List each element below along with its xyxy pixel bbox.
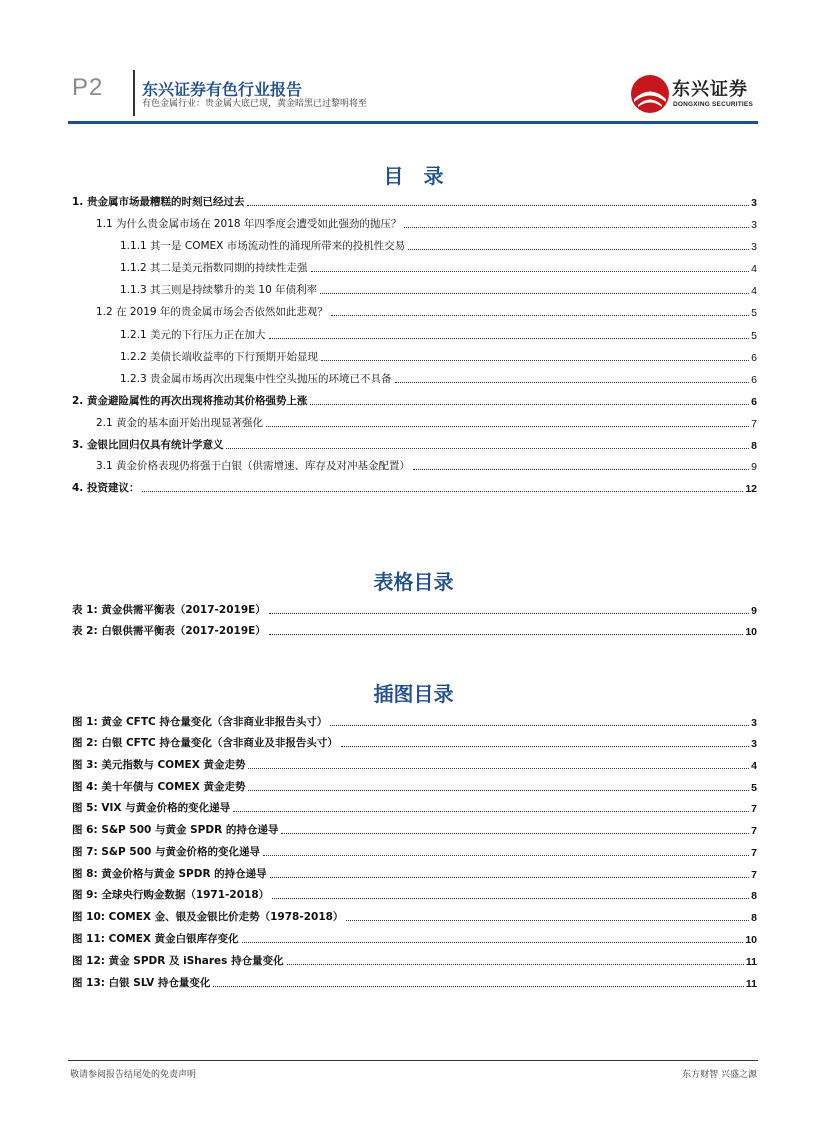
- figure-list-item[interactable]: 图 9: 全球央行购金数据（1971-2018） 8: [72, 889, 757, 902]
- logo-text-cn: 东兴证券: [672, 79, 748, 100]
- tables-title: 表格目录: [373, 570, 454, 594]
- figure-list-item[interactable]: 图 6: S&P 500 与黄金 SPDR 的持仓递导 7: [72, 824, 757, 837]
- logo-text-en: DONGXING SECURITIES: [673, 101, 754, 108]
- table-list-item[interactable]: 表 1: 黄金供需平衡表（2017-2019E） 9: [72, 604, 757, 617]
- figure-list-item[interactable]: 图 3: 美元指数与 COMEX 黄金走势 4: [72, 759, 757, 772]
- toc-item[interactable]: 2. 黄金避险属性的再次出现将推动其价格强势上涨 6: [72, 395, 757, 408]
- toc-item[interactable]: 2.1 黄金的基本面开始出现显著强化 7: [96, 417, 757, 430]
- page-number: P2: [72, 74, 104, 101]
- toc-title: 目 录: [383, 164, 444, 188]
- figure-list-item[interactable]: 图 7: S&P 500 与黄金价格的变化递导 7: [72, 846, 757, 859]
- toc-item[interactable]: 3.1 黄金价格表现仍将强于白银（供需增速、库存及对冲基金配置） 9: [96, 460, 757, 473]
- figures-title: 插图目录: [373, 682, 454, 706]
- report-title: 东兴证券有色行业报告: [142, 80, 303, 99]
- toc-item[interactable]: 1.1.3 其三则是持续攀升的美 10 年债利率 4: [120, 284, 757, 297]
- header-divider: [133, 70, 135, 116]
- logo-mark-icon: [630, 74, 670, 114]
- report-header: [0, 0, 827, 130]
- toc-item[interactable]: 4. 投资建议： 12: [72, 482, 757, 495]
- company-logo: [630, 72, 760, 116]
- header-rule: [68, 121, 758, 124]
- figure-list-item[interactable]: 图 11: COMEX 黄金白银库存变化 10: [72, 933, 757, 946]
- toc-item[interactable]: 1.2.2 美债长端收益率的下行预期开始显现 6: [120, 351, 757, 364]
- toc-item[interactable]: 1. 贵金属市场最糟糕的时刻已经过去 3: [72, 196, 757, 209]
- footer-rule: [68, 1060, 758, 1061]
- figure-list-item[interactable]: 图 1: 黄金 CFTC 持仓量变化（含非商业非报告头寸） 3: [72, 716, 757, 729]
- toc-item[interactable]: 1.1 为什么贵金属市场在 2018 年四季度会遭受如此强劲的抛压？ 3: [96, 218, 757, 231]
- figure-list-item[interactable]: 图 2: 白银 CFTC 持仓量变化（含非商业及非报告头寸） 3: [72, 737, 757, 750]
- figure-list-item[interactable]: 图 5: VIX 与黄金价格的变化递导 7: [72, 802, 757, 815]
- table-list-item[interactable]: 表 2: 白银供需平衡表（2017-2019E） 10: [72, 625, 757, 638]
- footer-disclaimer: 敬请参阅报告结尾处的免责声明: [70, 1070, 197, 1080]
- toc-item[interactable]: 1.2.1 美元的下行压力正在加大 5: [120, 329, 757, 342]
- figure-list-item[interactable]: 图 10: COMEX 金、银及金银比价走势（1978-2018） 8: [72, 911, 757, 924]
- report-subtitle: 有色金属行业：贵金属大底已现，黄金暗黑已过黎明将至: [142, 99, 368, 109]
- toc-item[interactable]: 3. 金银比回归仅具有统计学意义 8: [72, 439, 757, 452]
- figure-list-item[interactable]: 图 8: 黄金价格与黄金 SPDR 的持仓递导 7: [72, 868, 757, 881]
- toc-item[interactable]: 1.2 在 2019 年的贵金属市场会否依然如此悲观？ 5: [96, 306, 757, 319]
- toc-item[interactable]: 1.1.1 其一是 COMEX 市场流动性的涌现所带来的投机性交易 3: [120, 240, 757, 253]
- figure-list-item[interactable]: 图 13: 白银 SLV 持仓量变化 11: [72, 977, 757, 990]
- toc-item[interactable]: 1.1.2 其二是美元指数同期的持续性走强 4: [120, 262, 757, 275]
- figure-list-item[interactable]: 图 4: 美十年债与 COMEX 黄金走势 5: [72, 781, 757, 794]
- figure-list-item[interactable]: 图 12: 黄金 SPDR 及 iShares 持仓量变化 11: [72, 955, 757, 968]
- footer-slogan: 东方财智 兴盛之源: [682, 1070, 757, 1080]
- toc-item[interactable]: 1.2.3 贵金属市场再次出现集中性空头抛压的环境已不具备 6: [120, 373, 757, 386]
